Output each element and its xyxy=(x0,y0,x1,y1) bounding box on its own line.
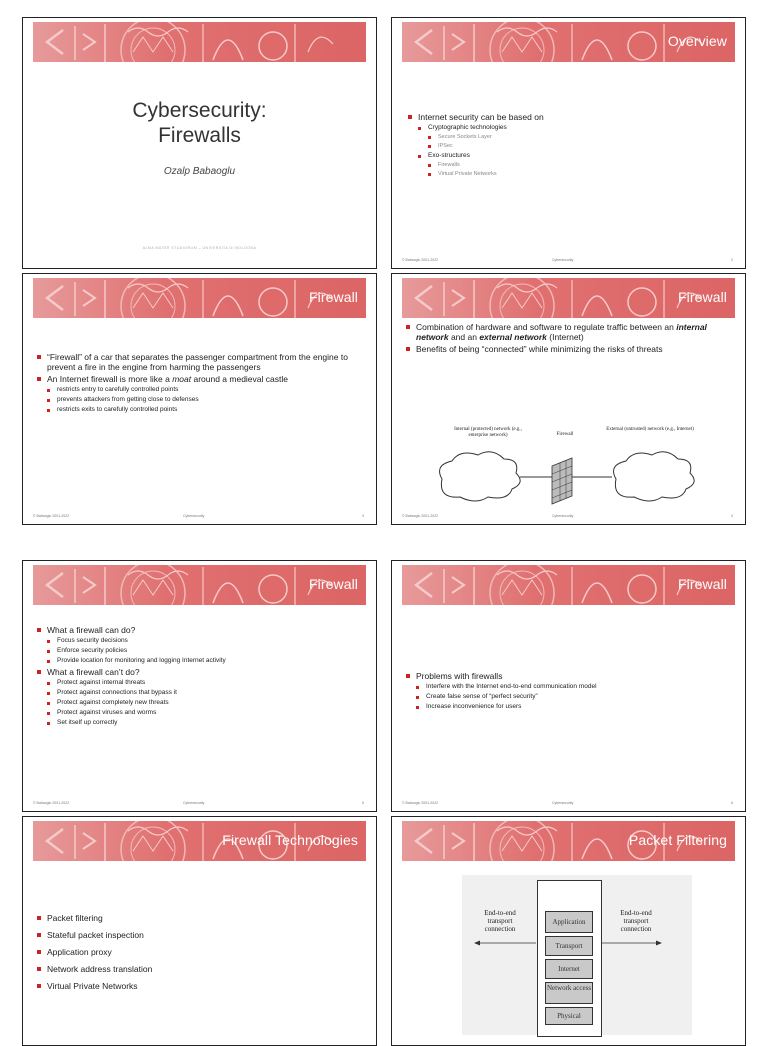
banner-title: Firewall xyxy=(677,289,727,305)
bullet-item: Cryptographic technologies xyxy=(408,124,728,132)
page-number: 3 xyxy=(362,514,364,518)
footer-copyright: © Babaoglu 2001-2022 xyxy=(33,801,70,805)
author-name: Ozalp Babaoglu xyxy=(163,166,236,177)
bullet-item: Enforce security policies xyxy=(37,647,362,655)
footer-copyright: © Babaoglu 2001-2022 xyxy=(402,514,439,518)
layer-application: Application xyxy=(545,911,593,933)
footer-course: Cybersecurity xyxy=(552,258,574,262)
page-number: 6 xyxy=(731,801,733,805)
footer-copyright: © Babaoglu 2001-2022 xyxy=(402,258,439,262)
page-number: 4 xyxy=(731,514,733,518)
bullet-list xyxy=(37,625,362,729)
slide-1[interactable] xyxy=(22,17,377,269)
firewall-wall-icon xyxy=(552,458,572,504)
bullet-item: Combination of hardware and software to regulate traffic between an internal network and an external network (Internet) xyxy=(406,322,731,342)
right-connection-label: End-to-end transport connection xyxy=(620,909,652,933)
bullet-item: Virtual Private Networks xyxy=(37,981,362,991)
bullet-item: Interfere with the Internet end-to-end communication model xyxy=(406,683,731,691)
slide-6[interactable] xyxy=(391,560,746,812)
banner-title: Firewall xyxy=(308,289,358,305)
slide-banner xyxy=(402,278,735,318)
bullet-item: restricts entry to carefully controlled points xyxy=(37,386,362,394)
bullet-item: What a firewall can do? xyxy=(37,625,362,635)
left-connection-label: End-to-end transport connection xyxy=(484,909,516,933)
bullet-item: “Firewall” of a car that separates the passenger compartment from the engine to prevent a fire in the engine from harming the passengers xyxy=(37,352,362,372)
bullet-item: Problems with firewalls xyxy=(406,671,731,681)
host-stack xyxy=(537,880,602,1037)
bullet-item: Stateful packet inspection xyxy=(37,930,362,940)
slide-5[interactable] xyxy=(22,560,377,812)
bullet-item: Network address translation xyxy=(37,964,362,974)
footer-course: Cybersecurity xyxy=(552,801,574,805)
bullet-list xyxy=(406,671,731,713)
layer-transport: Transport xyxy=(545,936,593,956)
external-network-label: External (untrusted) network (e.g., Internet) xyxy=(606,427,694,432)
bullet-item: Exo-structures xyxy=(408,152,728,160)
bullet-list xyxy=(37,913,362,998)
slide-8[interactable] xyxy=(391,816,746,1046)
footer-course: Cybersecurity xyxy=(552,514,574,518)
layer-network-access: Network access xyxy=(545,982,593,1004)
slide-7[interactable] xyxy=(22,816,377,1046)
footer-copyright: © Babaoglu 2001-2022 xyxy=(33,514,70,518)
protocol-stack-figure xyxy=(462,875,692,1035)
bullet-item: Internet security can be based on xyxy=(408,112,728,122)
slide-banner xyxy=(402,821,735,861)
slide-4[interactable] xyxy=(391,273,746,525)
bullet-item: Protect against completely new threats xyxy=(37,699,362,707)
bullet-list xyxy=(408,112,728,180)
bullet-item: What a firewall can’t do? xyxy=(37,667,362,677)
banner-title: Overview xyxy=(667,33,727,49)
bullet-item: Provide location for monitoring and logging Internet activity xyxy=(37,657,362,665)
slide-2[interactable] xyxy=(391,17,746,269)
copyright-text: ALMA MATER STUDIORUM – UNIVERSITA DI BOLOGNA xyxy=(142,246,257,250)
bullet-item: An Internet firewall is more like a moat around a medieval castle xyxy=(37,374,362,384)
seal-pattern xyxy=(33,22,366,62)
bullet-item: Create false sense of “perfect security” xyxy=(406,693,731,701)
slide-banner xyxy=(33,278,366,318)
slide-banner xyxy=(33,821,366,861)
slide-3[interactable] xyxy=(22,273,377,525)
bullet-list xyxy=(406,322,731,356)
bullet-item: Firewalls xyxy=(408,162,728,169)
bullet-item: prevents attackers from getting close to defenses xyxy=(37,396,362,404)
banner-title: Firewall Technologies xyxy=(222,832,358,848)
bullet-item: Application proxy xyxy=(37,947,362,957)
banner-title: Firewall xyxy=(308,576,358,592)
slide-banner xyxy=(33,565,366,605)
bullet-item: Protect against connections that bypass it xyxy=(37,689,362,697)
bullet-list xyxy=(37,352,362,416)
bullet-item: Secure Sockets Layer xyxy=(408,134,728,141)
banner-title: Firewall xyxy=(677,576,727,592)
bullet-item: restricts exits to carefully controlled points xyxy=(37,406,362,414)
footer-course: Cybersecurity xyxy=(183,514,205,518)
banner-title: Packet Filtering xyxy=(628,832,727,848)
bullet-item: Virtual Private Networks xyxy=(408,171,728,178)
bullet-item: Packet filtering xyxy=(37,913,362,923)
firewall-label: Firewall xyxy=(556,432,574,437)
footer-copyright: © Babaoglu 2001-2022 xyxy=(402,801,439,805)
layer-internet: Internet xyxy=(545,959,593,979)
bullet-item: Set itself up correctly xyxy=(37,719,362,727)
layer-physical: Physical xyxy=(545,1007,593,1025)
slide-banner xyxy=(402,565,735,605)
bullet-item: Focus security decisions xyxy=(37,637,362,645)
footer-course: Cybersecurity xyxy=(183,801,205,805)
bullet-item: Benefits of being “connected” while minimizing the risks of threats xyxy=(406,344,731,354)
slide-banner xyxy=(33,22,366,62)
bullet-item: IPSec xyxy=(408,143,728,150)
external-cloud xyxy=(614,452,695,501)
page-number: 2 xyxy=(731,258,733,262)
bullet-item: Protect against internal threats xyxy=(37,679,362,687)
slide-banner xyxy=(402,22,735,62)
page-number: 5 xyxy=(362,801,364,805)
firewall-diagram xyxy=(402,444,735,514)
bullet-item: Increase inconvenience for users xyxy=(406,703,731,711)
internal-cloud xyxy=(440,452,521,501)
slide-title: Cybersecurity: Firewalls xyxy=(132,99,267,147)
internal-network-label: Internal (protected) network (e.g., enterprise network) xyxy=(454,427,522,438)
bullet-item: Protect against viruses and worms xyxy=(37,709,362,717)
